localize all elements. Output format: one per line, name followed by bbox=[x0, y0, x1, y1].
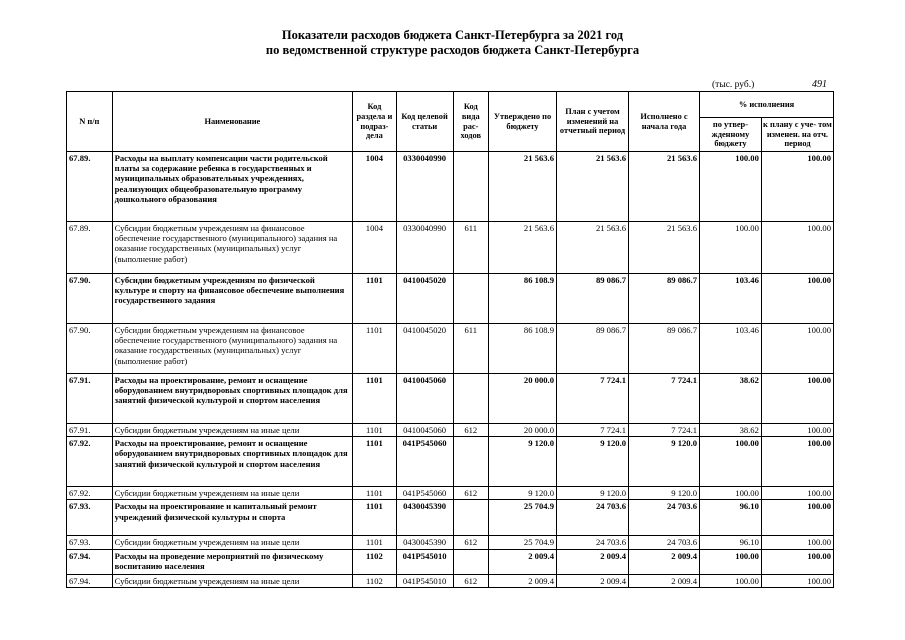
table-row bbox=[67, 152, 834, 222]
row-pct-approved: 100.00 bbox=[700, 437, 762, 487]
row-number: 67.94. bbox=[67, 549, 113, 574]
table-row bbox=[67, 424, 834, 437]
row-plan: 9 120.0 bbox=[556, 487, 628, 500]
row-target-code: 0330040990 bbox=[396, 152, 453, 222]
row-target-code: 041P545010 bbox=[396, 549, 453, 574]
row-pct-plan: 100.00 bbox=[761, 424, 833, 437]
row-approved: 86 108.9 bbox=[489, 324, 557, 374]
row-section-code: 1004 bbox=[353, 222, 397, 274]
row-pct-approved: 100.00 bbox=[700, 152, 762, 222]
row-target-code: 041P545060 bbox=[396, 487, 453, 500]
row-pct-approved: 100.00 bbox=[700, 222, 762, 274]
row-plan: 89 086.7 bbox=[556, 274, 628, 324]
row-executed: 21 563.6 bbox=[629, 222, 700, 274]
row-approved: 9 120.0 bbox=[489, 487, 557, 500]
row-approved: 2 009.4 bbox=[489, 549, 557, 574]
row-kind-code bbox=[453, 437, 489, 487]
row-target-code: 041P545060 bbox=[396, 437, 453, 487]
row-kind-code: 612 bbox=[453, 487, 489, 500]
row-number: 67.90. bbox=[67, 274, 113, 324]
row-executed: 9 120.0 bbox=[629, 487, 700, 500]
header-section-code: Код раздела и подраз- дела bbox=[353, 92, 397, 152]
row-kind-code: 612 bbox=[453, 574, 489, 587]
row-name: Расходы на проведение мероприятий по физическому воспитанию населения bbox=[112, 549, 352, 574]
row-name: Субсидии бюджетным учреждениям по физической культуре и спорту на финансовое обеспечение выполнения государственного задания bbox=[112, 274, 352, 324]
row-section-code: 1102 bbox=[353, 574, 397, 587]
row-pct-plan: 100.00 bbox=[761, 374, 833, 424]
row-name: Расходы на проектирование, ремонт и оснащение оборудованием внутридворовых спортивных площадок для занятий физической культурой и спортом населения bbox=[112, 374, 352, 424]
row-number: 67.93. bbox=[67, 500, 113, 536]
row-approved: 25 704.9 bbox=[489, 500, 557, 536]
row-section-code: 1101 bbox=[353, 500, 397, 536]
row-approved: 2 009.4 bbox=[489, 574, 557, 587]
row-executed: 21 563.6 bbox=[629, 152, 700, 222]
row-section-code: 1101 bbox=[353, 374, 397, 424]
row-name: Расходы на проектирование, ремонт и оснащение оборудованием внутридворовых спортивных площадок для занятий физической культурой и спортом населения bbox=[112, 437, 352, 487]
table-row bbox=[67, 437, 834, 487]
row-name: Расходы на выплату компенсации части родительской платы за содержание ребенка в государственных и муниципальных образовательных учреждениях, реализующих общеобразовательную программу дошкольного образования bbox=[112, 152, 352, 222]
row-pct-approved: 100.00 bbox=[700, 549, 762, 574]
row-name: Субсидии бюджетным учреждениям на финансовое обеспечение государственного (муниципального) задания на оказание государственных (муниципальных) услуг (выполнение работ) bbox=[112, 222, 352, 274]
row-pct-plan: 100.00 bbox=[761, 437, 833, 487]
row-target-code: 0430045390 bbox=[396, 536, 453, 549]
table-row bbox=[67, 374, 834, 424]
row-plan: 9 120.0 bbox=[556, 437, 628, 487]
row-section-code: 1102 bbox=[353, 549, 397, 574]
row-executed: 7 724.1 bbox=[629, 424, 700, 437]
row-kind-code bbox=[453, 152, 489, 222]
budget-table bbox=[66, 91, 834, 588]
row-pct-approved: 100.00 bbox=[700, 487, 762, 500]
row-plan: 7 724.1 bbox=[556, 374, 628, 424]
row-plan: 2 009.4 bbox=[556, 549, 628, 574]
row-number: 67.89. bbox=[67, 222, 113, 274]
table-row bbox=[67, 324, 834, 374]
table-row bbox=[67, 500, 834, 536]
header-executed: Исполнено с начала года bbox=[629, 92, 700, 152]
table-body bbox=[67, 152, 834, 588]
row-executed: 2 009.4 bbox=[629, 574, 700, 587]
row-kind-code bbox=[453, 500, 489, 536]
row-name: Расходы на проектирование и капитальный ремонт учреждений физической культуры и спорта bbox=[112, 500, 352, 536]
report-title-line-1: Показатели расходов бюджета Санкт-Петербурга за 2021 год bbox=[281, 28, 624, 42]
table-row bbox=[67, 487, 834, 500]
row-section-code: 1101 bbox=[353, 487, 397, 500]
table-row bbox=[67, 274, 834, 324]
row-plan: 24 703.6 bbox=[556, 536, 628, 549]
row-pct-plan: 100.00 bbox=[761, 500, 833, 536]
row-number: 67.91. bbox=[67, 424, 113, 437]
row-executed: 24 703.6 bbox=[629, 500, 700, 536]
row-target-code: 0430045390 bbox=[396, 500, 453, 536]
row-name: Субсидии бюджетным учреждениям на финансовое обеспечение государственного (муниципального) задания на оказание государственных (муниципальных) услуг (выполнение работ) bbox=[112, 324, 352, 374]
report-title bbox=[0, 28, 905, 58]
row-executed: 9 120.0 bbox=[629, 437, 700, 487]
table-row bbox=[67, 549, 834, 574]
row-pct-approved: 100.00 bbox=[700, 574, 762, 587]
table-row bbox=[67, 536, 834, 549]
row-kind-code bbox=[453, 274, 489, 324]
row-approved: 9 120.0 bbox=[489, 437, 557, 487]
row-plan: 2 009.4 bbox=[556, 574, 628, 587]
header-num: N п/п bbox=[67, 92, 113, 152]
row-pct-plan: 100.00 bbox=[761, 487, 833, 500]
row-plan: 21 563.6 bbox=[556, 222, 628, 274]
row-plan: 89 086.7 bbox=[556, 324, 628, 374]
row-name: Субсидии бюджетным учреждениям на иные цели bbox=[112, 574, 352, 587]
row-target-code: 0410045060 bbox=[396, 424, 453, 437]
report-title-line-2: по ведомственной структуре расходов бюджета Санкт-Петербурга bbox=[265, 43, 640, 57]
row-executed: 89 086.7 bbox=[629, 324, 700, 374]
header-plan: План с учетом изменений на отчетный период bbox=[556, 92, 628, 152]
row-kind-code: 612 bbox=[453, 424, 489, 437]
row-number: 67.94. bbox=[67, 574, 113, 587]
row-approved: 21 563.6 bbox=[489, 222, 557, 274]
row-kind-code bbox=[453, 549, 489, 574]
row-plan: 24 703.6 bbox=[556, 500, 628, 536]
header-kind-code: Код вида рас- ходов bbox=[453, 92, 489, 152]
row-kind-code: 611 bbox=[453, 222, 489, 274]
row-pct-plan: 100.00 bbox=[761, 574, 833, 587]
row-approved: 25 704.9 bbox=[489, 536, 557, 549]
row-name: Субсидии бюджетным учреждениям на иные цели bbox=[112, 424, 352, 437]
row-executed: 7 724.1 bbox=[629, 374, 700, 424]
row-approved: 20 000.0 bbox=[489, 374, 557, 424]
row-pct-approved: 38.62 bbox=[700, 424, 762, 437]
header-pct-plan: к плану с уче- том изменен. на отч. период bbox=[761, 118, 833, 152]
row-section-code: 1101 bbox=[353, 274, 397, 324]
row-kind-code: 612 bbox=[453, 536, 489, 549]
row-number: 67.90. bbox=[67, 324, 113, 374]
row-approved: 20 000.0 bbox=[489, 424, 557, 437]
header-pct-group: % исполнения bbox=[700, 92, 834, 118]
row-pct-plan: 100.00 bbox=[761, 324, 833, 374]
row-number: 67.93. bbox=[67, 536, 113, 549]
row-section-code: 1101 bbox=[353, 536, 397, 549]
row-section-code: 1101 bbox=[353, 437, 397, 487]
row-pct-approved: 38.62 bbox=[700, 374, 762, 424]
unit-label: (тыс. руб.) bbox=[712, 80, 755, 90]
row-name: Субсидии бюджетным учреждениям на иные цели bbox=[112, 536, 352, 549]
row-approved: 21 563.6 bbox=[489, 152, 557, 222]
header-name: Наименование bbox=[112, 92, 352, 152]
row-kind-code: 611 bbox=[453, 324, 489, 374]
row-plan: 7 724.1 bbox=[556, 424, 628, 437]
row-name: Субсидии бюджетным учреждениям на иные цели bbox=[112, 487, 352, 500]
row-executed: 2 009.4 bbox=[629, 549, 700, 574]
row-approved: 86 108.9 bbox=[489, 274, 557, 324]
row-executed: 89 086.7 bbox=[629, 274, 700, 324]
row-target-code: 0410045020 bbox=[396, 274, 453, 324]
row-pct-plan: 100.00 bbox=[761, 152, 833, 222]
header-target-code: Код целевой статьи bbox=[396, 92, 453, 152]
row-target-code: 041P545010 bbox=[396, 574, 453, 587]
row-target-code: 0330040990 bbox=[396, 222, 453, 274]
row-section-code: 1004 bbox=[353, 152, 397, 222]
row-target-code: 0410045060 bbox=[396, 374, 453, 424]
row-number: 67.92. bbox=[67, 437, 113, 487]
row-pct-plan: 100.00 bbox=[761, 549, 833, 574]
row-number: 67.89. bbox=[67, 152, 113, 222]
row-number: 67.92. bbox=[67, 487, 113, 500]
header-pct-approved: по утвер- жденному бюджету bbox=[700, 118, 762, 152]
row-pct-approved: 96.10 bbox=[700, 500, 762, 536]
row-pct-approved: 96.10 bbox=[700, 536, 762, 549]
row-kind-code bbox=[453, 374, 489, 424]
row-target-code: 0410045020 bbox=[396, 324, 453, 374]
table-row bbox=[67, 222, 834, 274]
row-pct-plan: 100.00 bbox=[761, 536, 833, 549]
row-pct-plan: 100.00 bbox=[761, 222, 833, 274]
row-section-code: 1101 bbox=[353, 324, 397, 374]
table-row bbox=[67, 574, 834, 587]
row-pct-plan: 100.00 bbox=[761, 274, 833, 324]
header-approved: Утверждено по бюджету bbox=[489, 92, 557, 152]
row-executed: 24 703.6 bbox=[629, 536, 700, 549]
row-number: 67.91. bbox=[67, 374, 113, 424]
row-pct-approved: 103.46 bbox=[700, 324, 762, 374]
page-number: 491 bbox=[812, 79, 827, 90]
row-section-code: 1101 bbox=[353, 424, 397, 437]
row-plan: 21 563.6 bbox=[556, 152, 628, 222]
row-pct-approved: 103.46 bbox=[700, 274, 762, 324]
